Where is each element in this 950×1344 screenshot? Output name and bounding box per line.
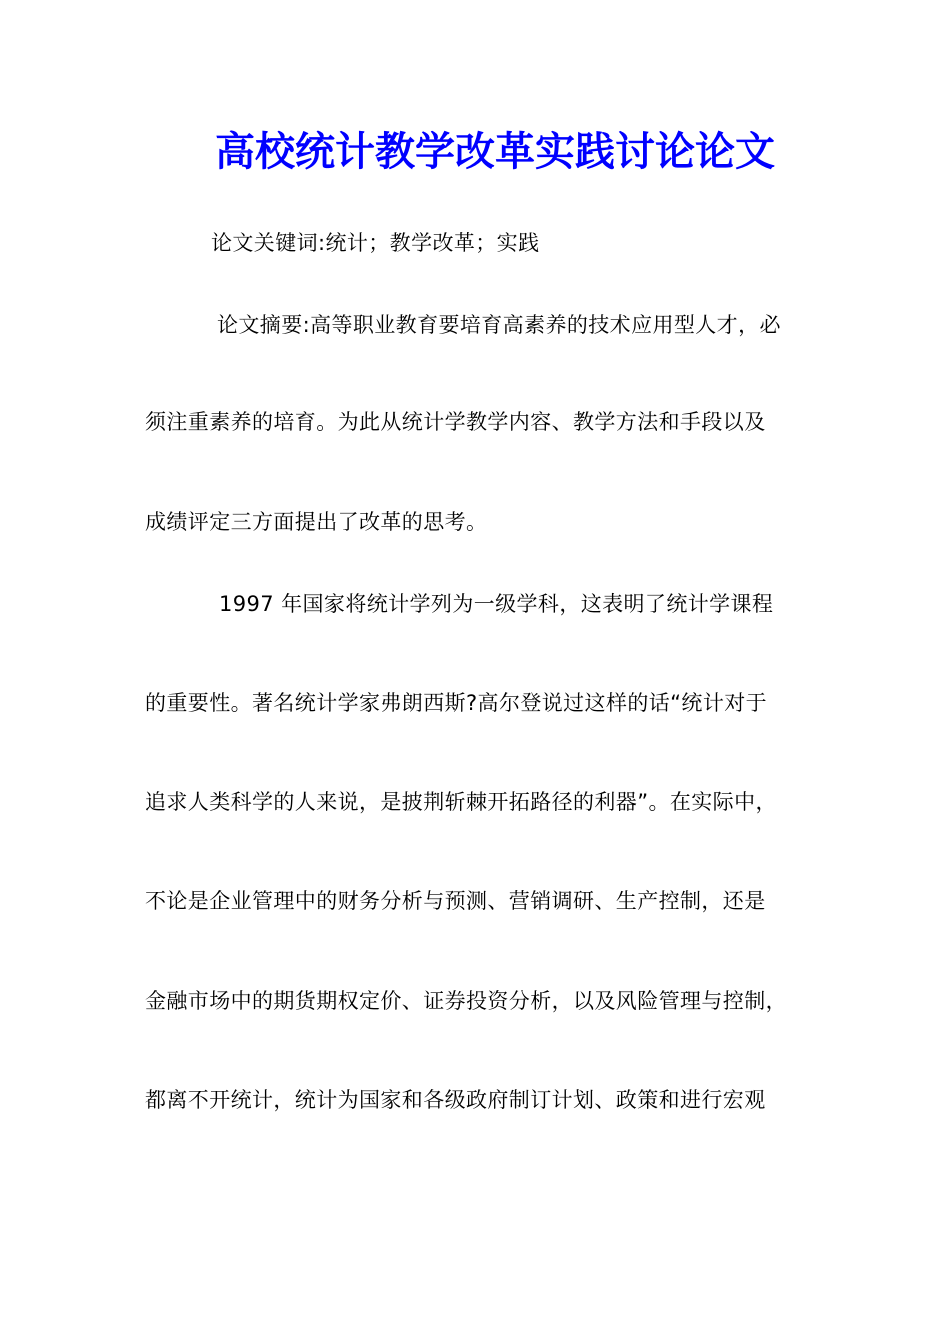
- body-line: 1997 年国家将统计学列为一级学科，这表明了统计学课程: [219, 592, 774, 616]
- document-title: 高校统计教学改革实践讨论论文: [215, 128, 775, 175]
- abstract-line: 成绩评定三方面提出了改革的思考。: [145, 510, 488, 534]
- body-line: 不论是企业管理中的财务分析与预测、营销调研、生产控制，还是: [145, 889, 766, 913]
- body-line: 追求人类科学的人来说，是披荆斩棘开拓路径的利器”。在实际中，: [145, 790, 777, 814]
- body-line: 金融市场中的期货期权定价、证券投资分析，以及风险管理与控制，: [145, 989, 787, 1013]
- body-line: 的重要性。著名统计学家弗朗西斯?高尔登说过这样的话“统计对于: [145, 691, 768, 715]
- abstract-line: 论文摘要:高等职业教育要培育高素养的技术应用型人才，必: [217, 313, 781, 337]
- body-line: 都离不开统计，统计为国家和各级政府制订计划、政策和进行宏观: [145, 1088, 766, 1112]
- keywords-line: 论文关键词:统计；教学改革；实践: [211, 231, 540, 255]
- abstract-line: 须注重素养的培育。为此从统计学教学内容、教学方法和手段以及: [145, 410, 766, 434]
